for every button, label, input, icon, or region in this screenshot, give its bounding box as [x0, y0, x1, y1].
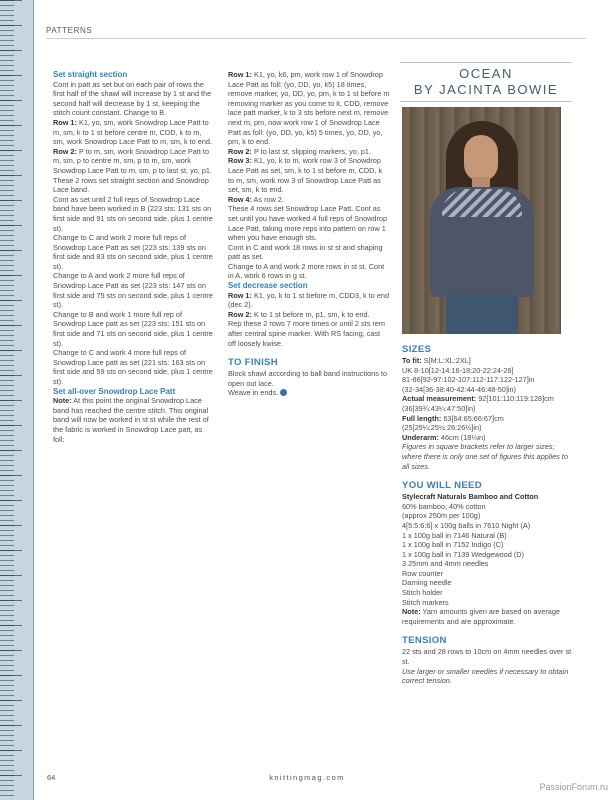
note-label: Note:: [53, 396, 72, 406]
title-name: OCEAN: [459, 66, 513, 81]
watermark: PassionForum.ru: [539, 782, 608, 792]
footer-site: knittingmag.com: [269, 773, 345, 782]
tension-note: Use larger or smaller needles if necessary to obtain correct tension.: [402, 666, 569, 686]
need-item: 60% bamboo, 40% cotton: [402, 501, 486, 511]
paragraph: Cont in C and work 18 rows in st st and shaping patt as set.: [228, 242, 383, 262]
tension-text: 22 sts and 28 rows to 10cm on 4mm needles over st st.: [402, 647, 572, 667]
heading-to-finish: TO FINISH: [228, 357, 278, 369]
row-text: As row 2.: [251, 194, 284, 204]
need-item: Stitch holder: [402, 588, 443, 598]
decrease-row-1: [228, 291, 390, 310]
need-item: 3.25mm and 4mm needles: [402, 559, 489, 569]
specs-column: [402, 344, 572, 686]
row-1: [53, 118, 215, 147]
need-item: 1 x 100g ball in 7152 Indigo (C): [402, 540, 504, 550]
row-label: Row 2:: [53, 146, 77, 156]
photo-yoke-pattern: [442, 189, 522, 217]
section-label: PATTERNS: [46, 26, 93, 35]
paragraph: Change to A and work 2 more full reps of Snowdrop Lace Patt as set (223 sts: 147 sts on first side and 75 sts on second side, plus 1 centre st).: [53, 271, 213, 310]
row-1: [228, 70, 390, 147]
spec-value: 63[64:65:66:67]cm (25[25¼:25½:26:26¼]in): [402, 413, 504, 433]
note-text: Yarn amounts given are based on average requirements and are approximate.: [402, 607, 560, 626]
row-label: Row 1:: [228, 70, 252, 79]
row-text: P to m, sm, work Snowdrop Lace Patt to m, sm, p to centre m, sm, p to m, sm, work Snowdrop Lace Patt to m, sm, p to last st, yo, p1.: [53, 146, 212, 175]
spec-label: Underarm:: [402, 432, 439, 442]
paragraph: Rep these 2 rows 7 more times or until 2 sts rem after central spine marker. With RS facing, cast off loosely kwise.: [228, 319, 385, 348]
paragraph: Change to C and work 2 more full reps of Snowdrop Lace Patt as set (223 sts: 139 sts on first side and 83 sts on second side, plus 1 centre st).: [53, 233, 213, 271]
paragraph: These 4 rows set Snowdrop Lace Patt. Cont as set until you have worked 4 full reps of Snowdrop Lace Patt, taking more reps into pattern on row 1 when you have enough sts.: [228, 204, 387, 243]
row-label: Row 4:: [228, 194, 252, 204]
paragraph: These 2 rows set straight section and Snowdrop Lace band.: [53, 175, 209, 195]
header-divider: [46, 38, 586, 39]
model-photo: [402, 107, 561, 334]
row-text: K1, yo, k to m, work row 3 of Snowdrop Lace Patt as set, sm, k to 1 st before m, CDD, k to m, sm, work row 3 of Snowdrop Lace Patt as set, sm, k to end.: [228, 156, 383, 195]
ruler-edge: [33, 0, 34, 800]
uk-sizes: UK 8-10[12-14:16-18:20-22:24-26]: [402, 365, 514, 375]
page-number: 64: [47, 773, 56, 782]
note-text: At this point the original Snowdrop Lace band has reached the centre stitch. This original band will now be worked in st st while the rest of the fabric is worked in Snowdrop Lace patt, as foll:: [53, 396, 209, 444]
row-label: Row 2:: [228, 309, 252, 319]
spec-value: 92[101:110:119:128]cm (36[39¾:43¼:47:50]in): [402, 394, 554, 413]
straight-intro: Cont in patt as set but on each pair of rows the first half of the shawl will increase by 1 st and the second half will decrease by 1 st, keeping the stitch count constant. Change to B.: [53, 79, 212, 118]
paragraph: [228, 388, 390, 398]
sizes-note: Figures in square brackets refer to larger sizes; where there is only one set of figures this applies to all sizes.: [402, 442, 568, 471]
paragraph: Change to B and work 1 more full rep of Snowdrop Lace patt as set (223 sts: 151 sts on first side and 71 sts on second side, plus 1 centre st).: [53, 309, 213, 348]
note: [53, 396, 215, 444]
paragraph: Change to A and work 2 more rows in st st. Cont in A, work 6 rows in g st.: [228, 261, 385, 281]
need-item: Stitch markers: [402, 597, 449, 607]
actual-measurement: [402, 394, 572, 413]
pattern-title: [400, 66, 572, 98]
row-text: K1, yo, k6, pm, work row 1 of Snowdrop Lace Patt as foll: (yo, DD, yo, k5) 18 times, remove marker, yo, DD, yo, pm, k to 1 st before m removing marker as you come to it, CDD, remove lace patt marker, k to 3 sts before next m, remove next m, pm, now work row 1 of Snowdrop Lace Patt as foll: (yo, DD, yo, k5) 5 times, yo, DD, yo, pm, k to end.: [228, 70, 390, 147]
yarn-name: Stylecraft Naturals Bamboo and Cotton: [402, 492, 539, 502]
title-designer: BY JACINTA BOWIE: [413, 82, 559, 97]
row-label: Row 1:: [53, 117, 77, 127]
spec-value: S[M:L:XL:2XL]: [421, 356, 471, 365]
spec-value: 46cm (18¼in): [438, 432, 486, 442]
spec-label: Actual measurement:: [402, 394, 477, 404]
to-fit: [402, 356, 572, 366]
photo-face: [464, 135, 498, 181]
measuring-ruler: [0, 0, 34, 800]
in-sizes: (32-34[36-38:40-42:44-46:48-50]in): [402, 384, 516, 394]
need-item: 1 x 100g ball in 7146 Natural (B): [402, 530, 507, 540]
full-length: [402, 414, 572, 433]
paragraph: Change to C and work 4 more full reps of Snowdrop Lace patt as set (221 sts: 163 sts on first side and 59 sts on second side, plus 1 centre st).: [53, 348, 213, 386]
row-text: K1, yo, sm, work Snowdrop Lace Patt to m, sm, k to 1 st before centre m, CDD, k to m, sm, work Snowdrop Lace Patt to m, sm, k to end.: [53, 117, 212, 147]
need-item: (approx 250m per 100g): [402, 511, 481, 521]
heading-all-over-lace: Set all-over Snowdrop Lace Patt: [53, 386, 176, 396]
heading-sizes: SIZES: [402, 344, 432, 355]
spec-label: To fit:: [402, 356, 422, 365]
photo-jeans: [446, 295, 518, 334]
note-label: Note:: [402, 607, 421, 617]
need-item: 1 x 100g ball in 7139 Wedgewood (D): [402, 549, 524, 559]
title-rule-top: [400, 62, 572, 63]
row-label: Row 1:: [228, 290, 252, 300]
weave-text: Weave in ends.: [228, 388, 279, 398]
heading-you-will-need: YOU WILL NEED: [402, 480, 482, 492]
spec-label: Full length:: [402, 413, 442, 423]
underarm: [402, 433, 572, 443]
need-item: Darning needle: [402, 578, 452, 588]
need-item: 4[5:5:6:6] x 100g balls in 7610 Night (A): [402, 520, 531, 530]
row-text: K1, yo, k to 1 st before m, CDD3, k to end (dec 2).: [228, 290, 390, 310]
row-label: Row 3:: [228, 156, 252, 166]
cm-sizes: 81-86[92-97:102-107:112-117:122-127]in: [402, 375, 535, 385]
decrease-row-2: [228, 310, 390, 320]
row-3: [228, 156, 390, 194]
heading-set-straight: Set straight section: [53, 70, 128, 79]
heading-tension: TENSION: [402, 635, 447, 647]
pattern-column-1: [53, 70, 215, 444]
row-label: Row 2:: [228, 146, 252, 156]
heading-decrease: Set decrease section: [228, 281, 308, 291]
title-rule-bottom: [400, 101, 572, 102]
row-2: [53, 147, 215, 176]
need-item: Row counter: [402, 568, 443, 578]
row-4: [228, 195, 390, 205]
row-2: [228, 147, 390, 157]
pattern-column-2: [228, 70, 390, 398]
yarn-note: [402, 607, 572, 626]
paragraph: Block shawl according to ball band instructions to open out lace.: [228, 369, 387, 388]
paragraph: Cont as set until 2 full reps of Snowdrop Lace band have been worked in B (223 sts: 131 sts on first side and 91 sts on second side, plus 1 centre st).: [53, 194, 213, 233]
row-text: P to last st, slipping markers, yo, p1.: [251, 146, 372, 156]
end-mark-icon: [280, 389, 287, 396]
row-text: K to 1 st before m, p1, sm, k to end.: [251, 309, 370, 319]
